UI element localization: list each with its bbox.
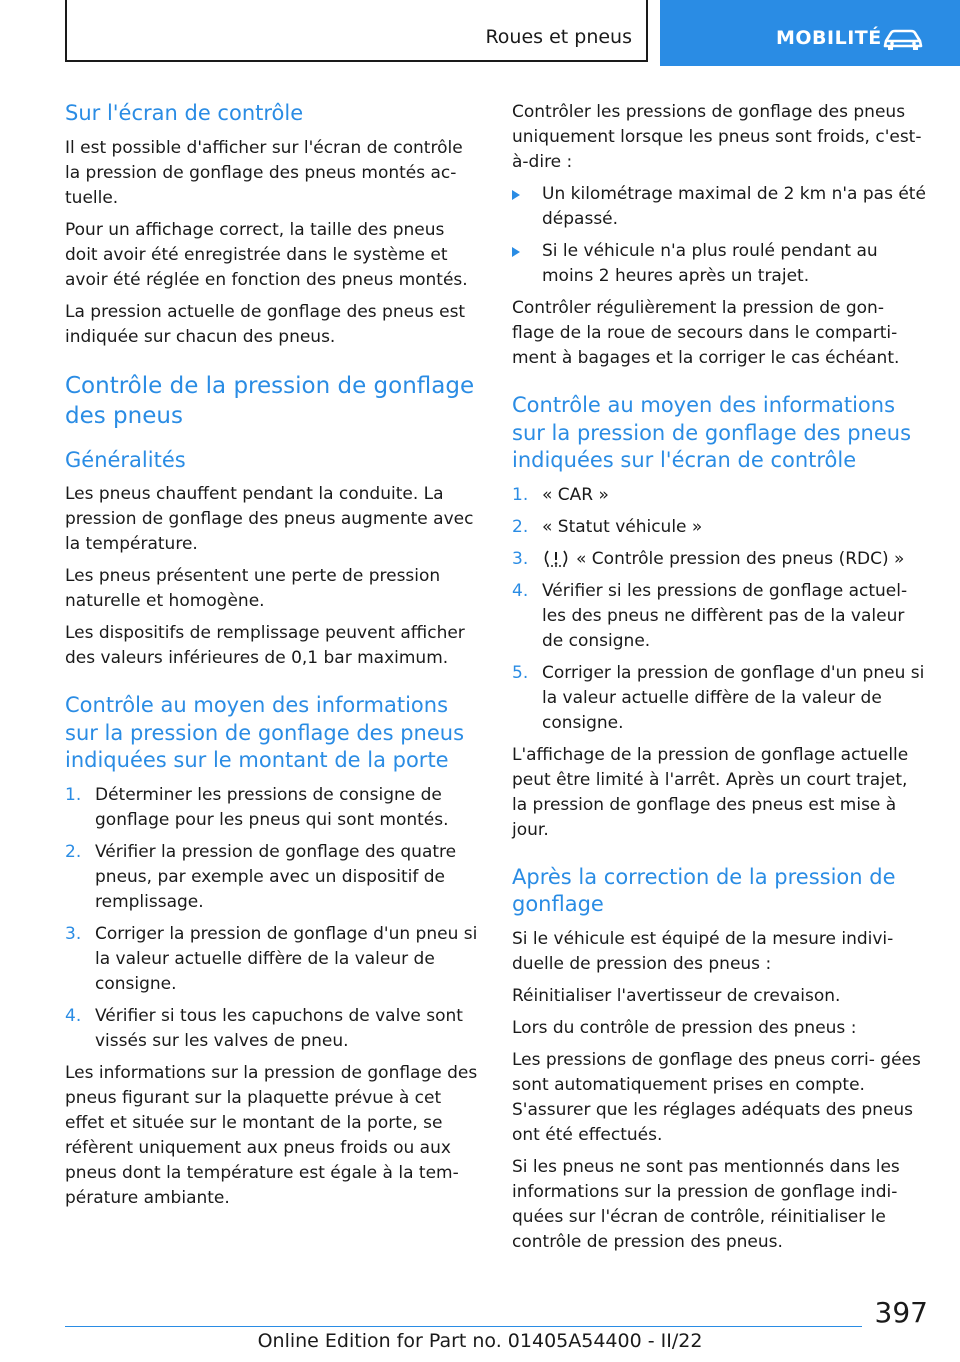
paragraph: L'affichage de la pression de gonflage actuelle peut être limité à l'arrêt. Après un court trajet, la pression de gonflage des pneus est mise à jour. (512, 744, 909, 840)
list-item: 2. Vérifier la pression de gonflage des quatre pneus, par exemple avec un dispositif de remplissage. (65, 841, 457, 912)
door-pillar-steps (65, 783, 480, 1054)
chapter-tab (660, 0, 960, 66)
bullet-arrow-icon (512, 247, 520, 257)
list-item: 4. Vérifier si les pressions de gonflage actuel- les des pneus ne diffèrent pas de la valeur de consigne. (512, 580, 908, 651)
heading-screen-check: Contrôle au moyen des informations sur la pression de gonflage des pneus indiquées sur l'écran de contrôle (512, 393, 912, 472)
paragraph: Si les pneus ne sont pas mentionnés dans les informations sur la pression de gonflage indi- quées sur l'écran de contrôle, réinitialiser le contrôle de pression des pneus. (512, 1156, 900, 1252)
list-item: Un kilométrage maximal de 2 km n'a pas été dépassé. (512, 182, 927, 232)
cold-tire-conditions (512, 182, 927, 289)
paragraph: Les dispositifs de remplissage peuvent afficher des valeurs inférieures de 0,1 bar maximum. (65, 623, 465, 668)
paragraph: Les pneus chauffent pendant la conduite. La pression de gonflage des pneus augmente avec la température. (65, 484, 474, 554)
list-item: 4. Vérifier si tous les capuchons de valve sont vissés sur les valves de pneu. (65, 1005, 463, 1051)
left-column (65, 100, 480, 1218)
heading-pressure-check: Contrôle de la pression de gonflage des pneus (65, 372, 475, 429)
heading-door-pillar-check: Contrôle au moyen des informations sur la pression de gonflage des pneus indiquées sur le montant de la porte (65, 693, 465, 772)
edition-footer: Online Edition for Part no. 01405A54400 - II/22 (257, 1330, 703, 1352)
paragraph: Réinitialiser l'avertisseur de crevaison. (512, 985, 841, 1006)
paragraph: Pour un affichage correct, la taille des pneus doit avoir été enregistrée dans le système et avoir été réglée en fonction des pneus montés. (65, 219, 468, 290)
page-header (0, 0, 960, 66)
list-item: Si le véhicule n'a plus roulé pendant au moins 2 heures après un trajet. (512, 239, 927, 289)
section-title: Roues et pneus (485, 26, 632, 48)
list-item: 3. « Contrôle pression des pneus (RDC) » (512, 548, 905, 569)
paragraph: Il est possible d'afficher sur l'écran de contrôle la pression de gonflage des pneus montés ac- tuelle. (65, 137, 463, 208)
list-item: 5. Corriger la pression de gonflage d'un pneu si la valeur actuelle diffère de la valeur de consigne. (512, 662, 925, 733)
paragraph: Lors du contrôle de pression des pneus : (512, 1017, 857, 1038)
chapter-tab-label: MOBILITÉ (776, 27, 882, 49)
section-header-box (65, 0, 648, 62)
bullet-arrow-icon (512, 190, 520, 200)
paragraph: Les pneus présentent une perte de pression naturelle et homogène. (65, 566, 441, 611)
list-item: 1. Déterminer les pressions de consigne de gonflage pour les pneus qui sont montés. (65, 784, 449, 830)
list-item: 3. Corriger la pression de gonflage d'un pneu si la valeur actuelle diffère de la valeur de consigne. (65, 923, 478, 994)
heading-after-correction: Après la correction de la pression de gonflage (512, 864, 896, 916)
paragraph: Contrôler régulièrement la pression de gon- flage de la roue de secours dans le comparti- ment à bagages et la corriger le cas échéant. (512, 298, 900, 368)
paragraph: Si le véhicule est équipé de la mesure indivi- duelle de pression des pneus : (512, 928, 894, 974)
list-item: 2. « Statut véhicule » (512, 516, 703, 537)
car-icon (882, 27, 924, 51)
tire-pressure-icon (542, 549, 570, 567)
page-number: 397 (874, 1296, 928, 1329)
heading-on-screen: Sur l'écran de contrôle (65, 101, 304, 125)
heading-general: Généralités (65, 447, 186, 472)
screen-check-steps (512, 483, 927, 736)
paragraph: Contrôler les pressions de gonflage des pneus uniquement lorsque les pneus sont froids, c'est-à-dire : (512, 102, 922, 172)
list-item: 1. « CAR » (512, 484, 609, 505)
paragraph: Les informations sur la pression de gonflage des pneus figurant sur la plaquette prévue à cet effet et située sur le montant de la porte, se réfèrent uniquement aux pneus froids ou aux pneus dont la température est égale à la tem- pérature ambiante. (65, 1062, 478, 1208)
paragraph: La pression actuelle de gonflage des pneus est indiquée sur chacun des pneus. (65, 301, 466, 347)
right-column (512, 100, 927, 1262)
paragraph: Les pressions de gonflage des pneus corri- gées sont automatiquement prises en compte. S'assurer que les réglages adéquats des pneus ont été effectués. (512, 1049, 921, 1145)
footer-divider (65, 1326, 862, 1327)
